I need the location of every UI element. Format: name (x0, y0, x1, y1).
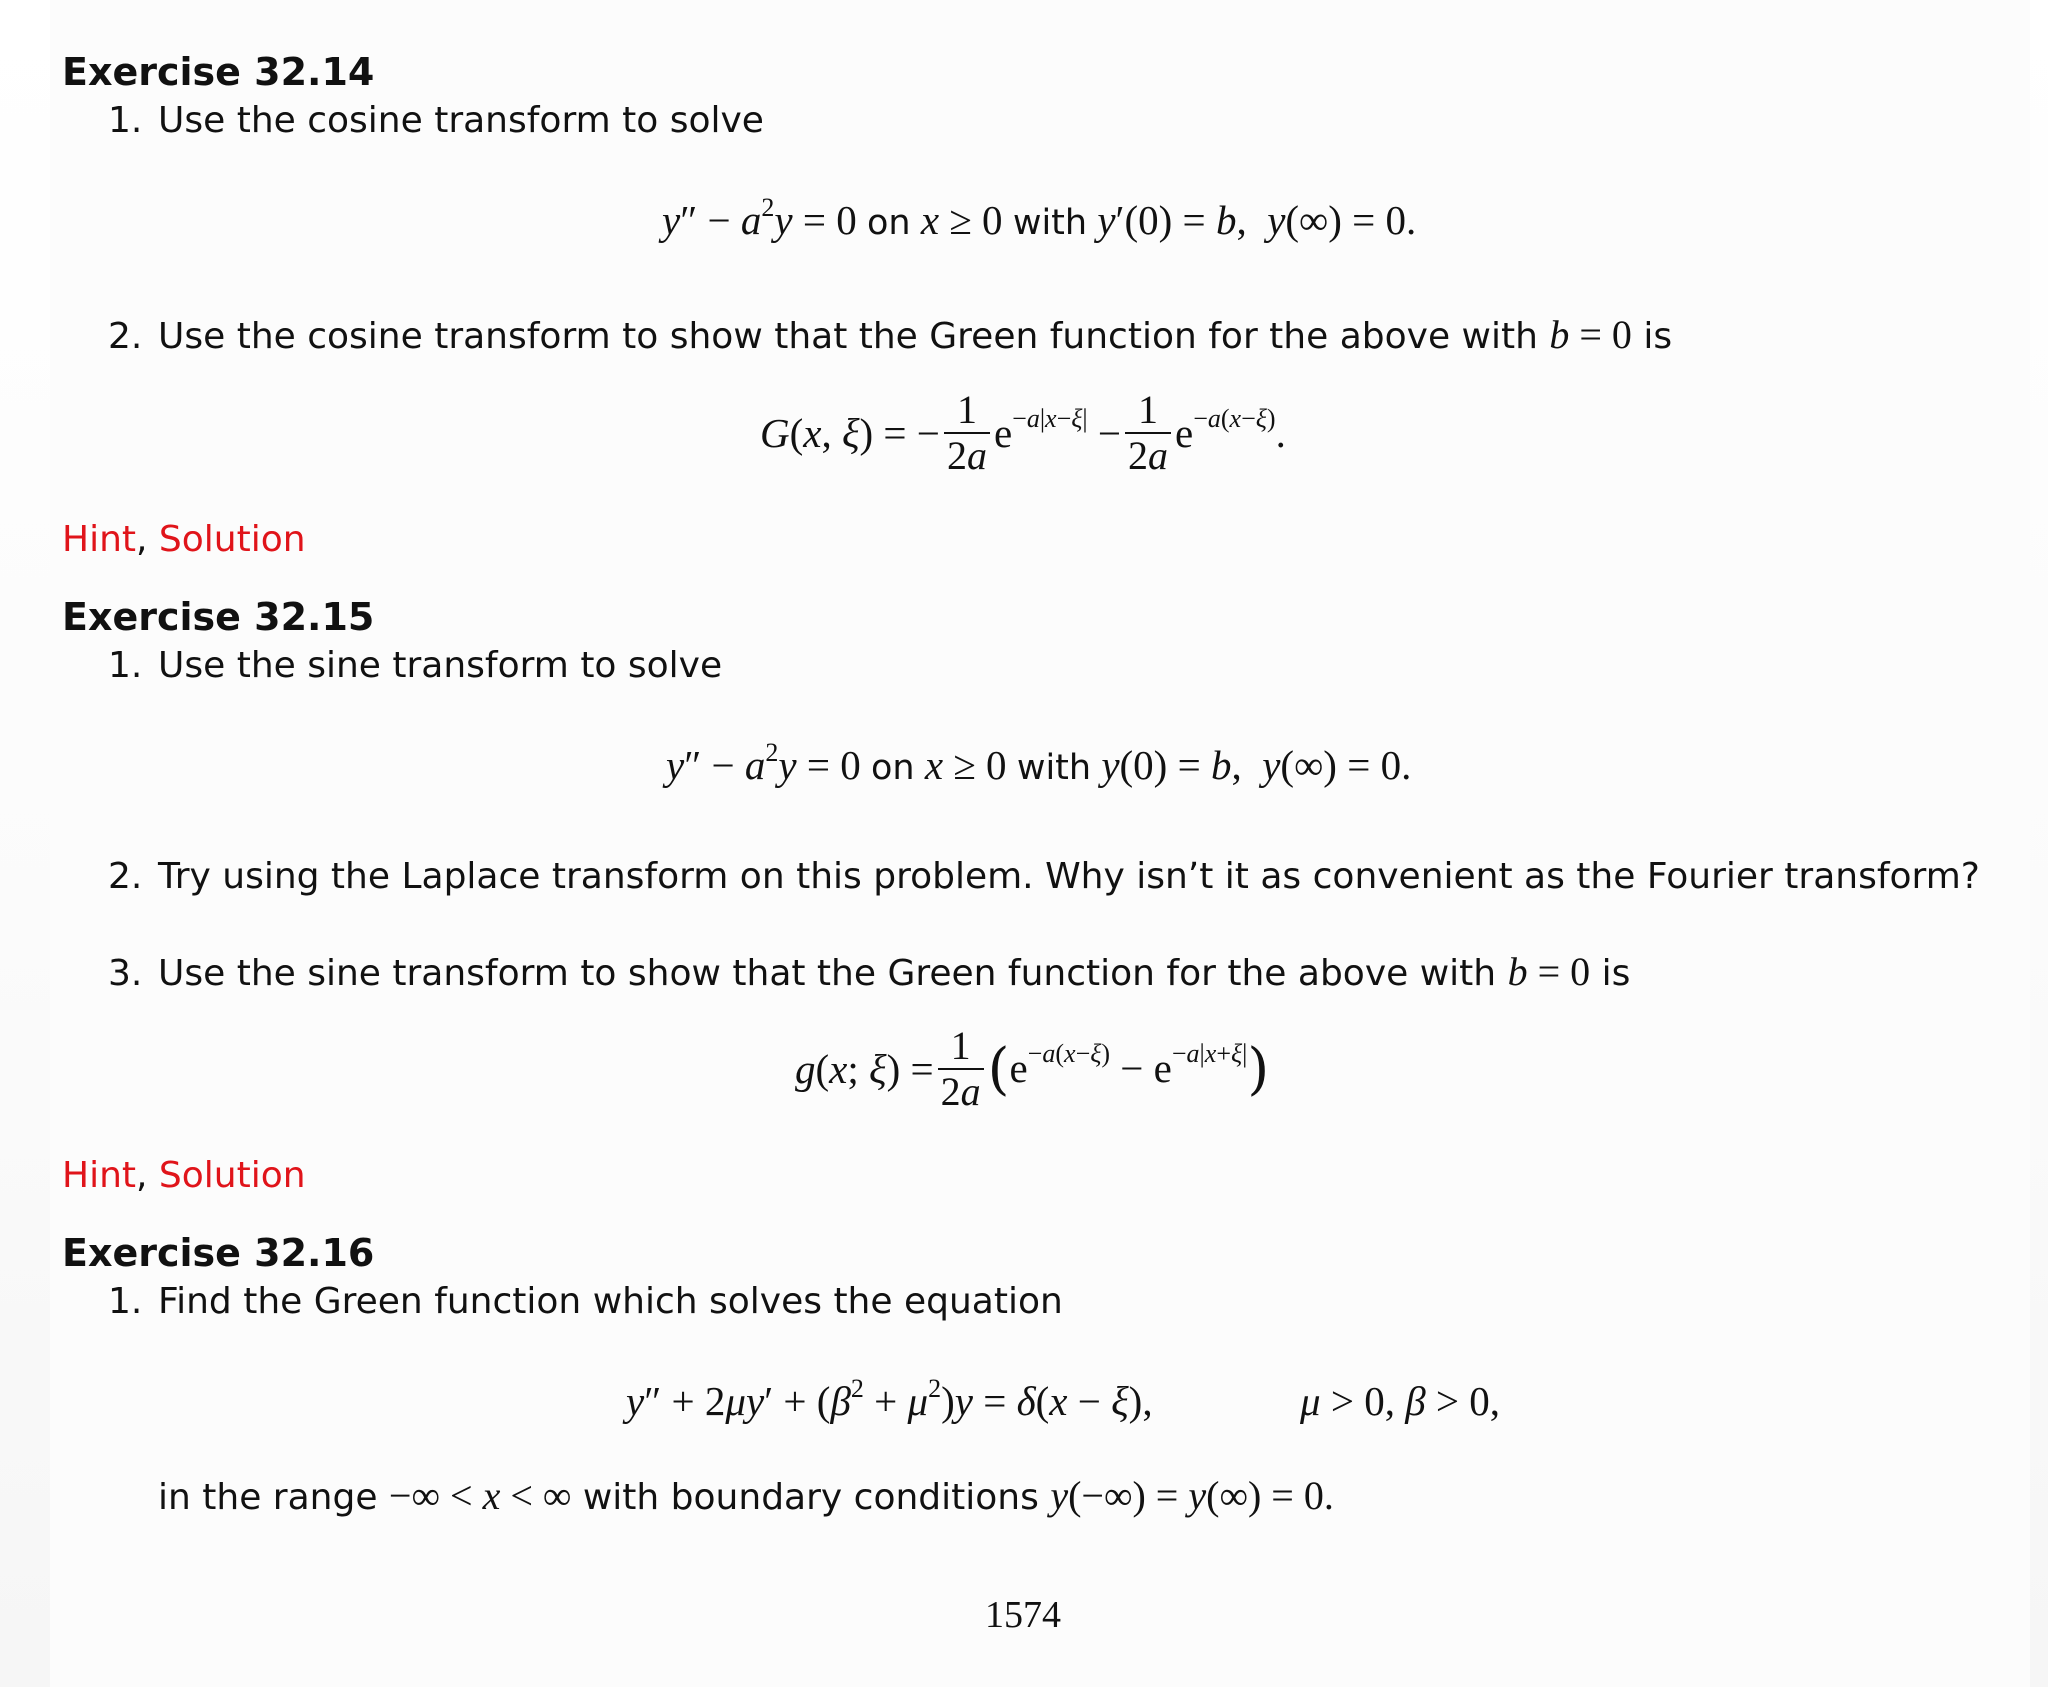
item-text: Use the cosine transform to solve (158, 100, 764, 141)
item-number: 1. (108, 100, 143, 141)
exercise-item: 3. Use the sine transform to show that the Green function for the above with b = 0 is (108, 949, 1631, 994)
item-text: is (1643, 316, 1673, 357)
equation-word: with (1012, 203, 1088, 243)
item-number: 2. (108, 316, 143, 357)
equation: $y'' + 2\mu y' + (\beta^2 + \mu^2)y = \delta(x - \xi)$, (626, 1374, 1153, 1424)
equation: g(x; ξ) = $\frac{1}{2a}$ $(e^{-a(x-\xi)} - e^{-a|x+\xi|})$ (795, 1023, 1270, 1114)
exercise-item: in the range −∞ < x < ∞ with boundary conditions y(−∞) = y(∞) = 0. (158, 1473, 1334, 1518)
item-text: with boundary conditions (582, 1477, 1039, 1518)
item-number: 3. (108, 953, 143, 994)
item-number: 1. (108, 1281, 143, 1322)
exercise-item (108, 1281, 1063, 1322)
exercise-title: Exercise 32.15 (62, 595, 375, 639)
solution-link[interactable]: Solution (158, 519, 306, 560)
item-text: Find the Green function which solves the equation (158, 1281, 1063, 1322)
exercise-item (108, 100, 764, 141)
item-text: in the range (158, 1477, 378, 1518)
page-area (50, 0, 2030, 1687)
exercise-title: Exercise 32.16 (62, 1231, 375, 1275)
item-text: Use the sine transform to solve (158, 645, 723, 686)
page-number: 1574 (985, 1594, 1061, 1636)
hint-link[interactable]: Hint (62, 519, 137, 560)
item-number: 1. (108, 645, 143, 686)
equation: $y'' - a^2y = 0$ on x ≥ 0 with y(0) = b, y(∞) = 0. (666, 738, 1412, 788)
hint-solution-links: Hint, Solution (62, 519, 306, 560)
exercise-item (108, 645, 722, 686)
item-text: Try using the Laplace transform on this problem. Why isn’t it as convenient as the Fourier transform? (158, 856, 1980, 897)
equation: G(x, ξ) = − $\frac{1}{2a}$ $e^{-a|x-\xi|}$ − $\frac{1}{2a}$ $e^{-a(x-\xi)}$. (760, 387, 1286, 478)
solution-link[interactable]: Solution (158, 1155, 306, 1196)
item-text: Use the sine transform to show that the Green function for the above with (158, 953, 1497, 994)
item-number: 2. (108, 856, 143, 897)
hint-solution-links: Hint, Solution (62, 1155, 306, 1196)
item-text: Use the cosine transform to show that the Green function for the above with (158, 316, 1538, 357)
exercise-item: 2. Use the cosine transform to show that the Green function for the above with b = 0 is (108, 312, 1673, 357)
equation: $y'' - a^2y = 0$ on x ≥ 0 with y′(0) = b, y(∞) = 0. (662, 193, 1417, 243)
equation-word: with (1016, 748, 1092, 788)
equation-word: on (866, 203, 911, 243)
equation-condition: μ > 0, β > 0, (1300, 1378, 1501, 1424)
exercise-title: Exercise 32.14 (62, 50, 375, 94)
exercise-item (108, 856, 1980, 897)
item-text: is (1601, 953, 1631, 994)
equation-word: on (870, 748, 915, 788)
hint-link[interactable]: Hint (62, 1155, 137, 1196)
